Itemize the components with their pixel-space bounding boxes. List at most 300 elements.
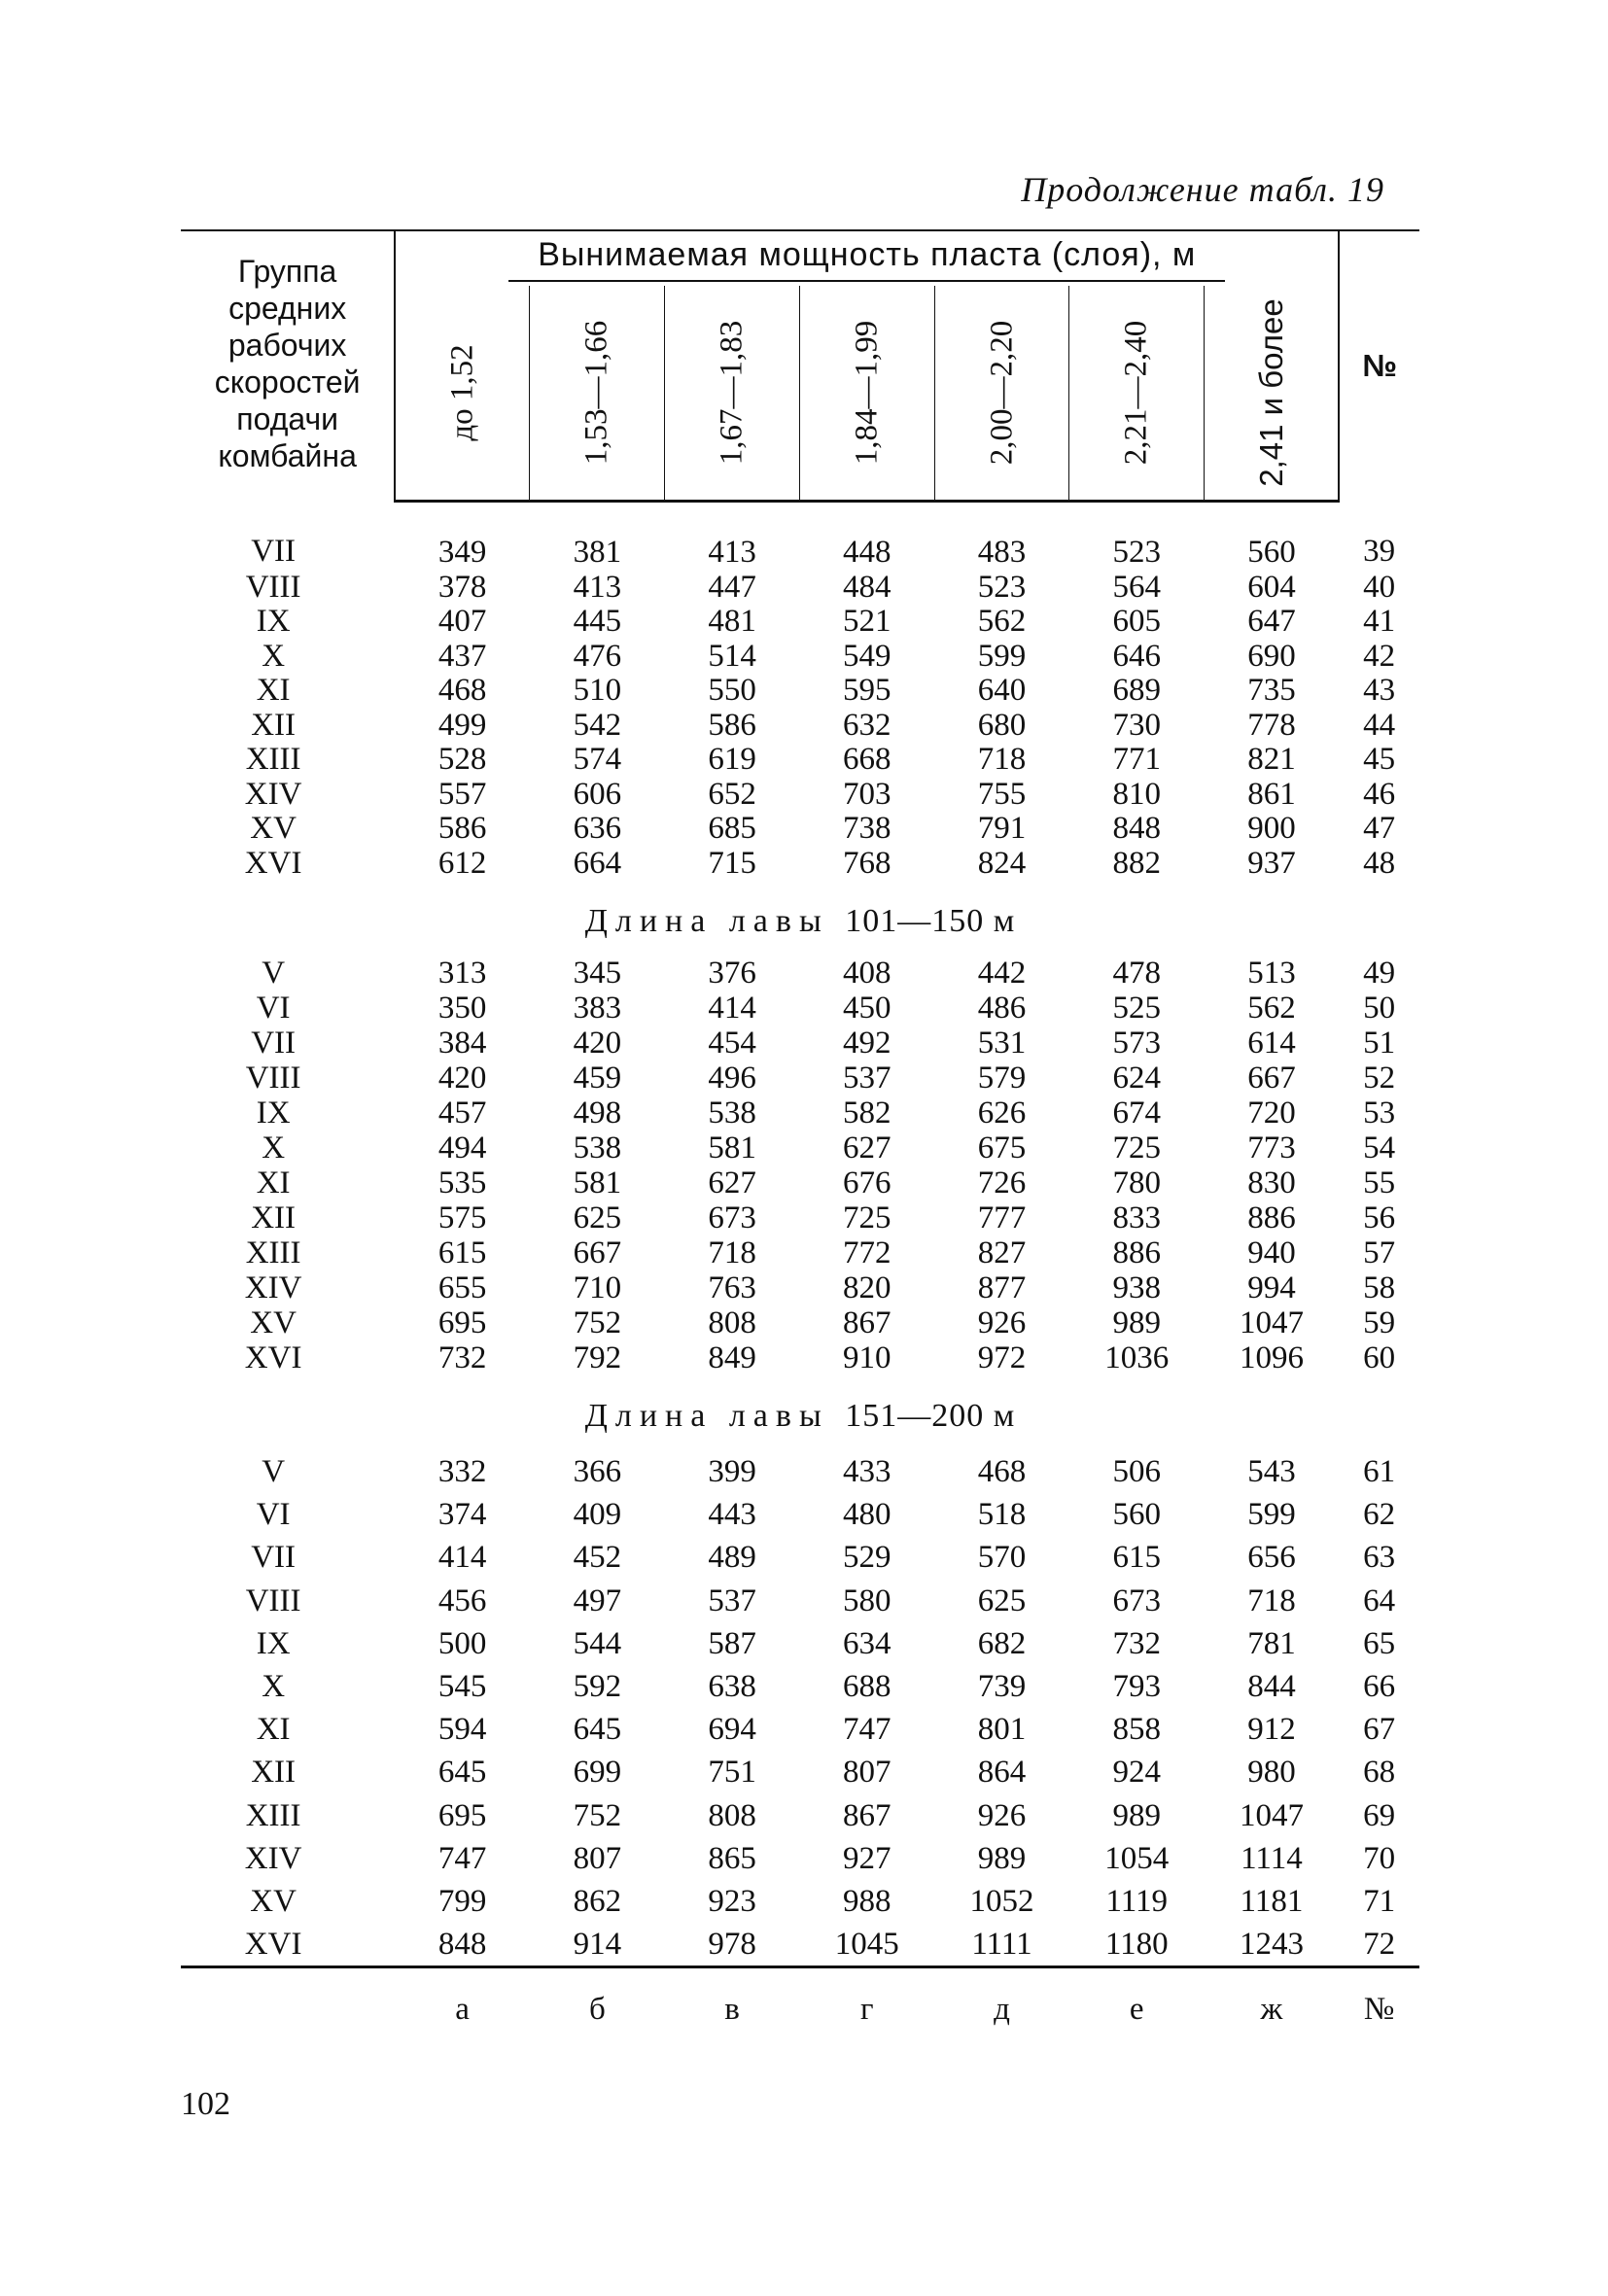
value-cell: 793	[1112, 1669, 1161, 1705]
value-cell: 627	[843, 1131, 891, 1165]
group-cell: VII	[251, 534, 297, 570]
value-cell: 619	[708, 742, 756, 777]
table-row	[181, 778, 1419, 813]
group-cell: XI	[256, 1165, 291, 1200]
row-number-cell: 62	[1363, 1497, 1396, 1533]
group-cell: XII	[251, 707, 297, 743]
value-cell: 573	[1112, 1026, 1161, 1061]
value-cell: 599	[977, 638, 1027, 674]
row-number-cell: 49	[1363, 956, 1396, 991]
value-cell: 542	[573, 707, 622, 743]
value-cell: 349	[437, 535, 487, 570]
row-number-cell: 40	[1363, 569, 1396, 605]
group-cell: XII	[251, 1200, 297, 1235]
table-section-2	[181, 956, 1419, 1375]
value-cell: 647	[1247, 604, 1296, 639]
value-cell: 882	[1112, 845, 1161, 881]
value-cell: 564	[1112, 569, 1161, 605]
value-cell: 848	[437, 1927, 487, 1963]
value-cell: 562	[1247, 991, 1296, 1026]
value-cell: 699	[573, 1755, 622, 1791]
value-cell: 420	[573, 1026, 622, 1061]
value-cell: 938	[1112, 1270, 1161, 1305]
group-cell: VI	[256, 991, 291, 1026]
footer-letter: ж	[1205, 1967, 1340, 2044]
value-cell: 595	[843, 673, 891, 708]
table-header	[181, 230, 1419, 502]
value-cell: 468	[437, 673, 487, 708]
row-number-cell: 66	[1363, 1669, 1396, 1705]
value-cell: 668	[843, 742, 891, 777]
value-cell: 751	[708, 1755, 756, 1791]
value-cell: 543	[1247, 1454, 1296, 1489]
value-cell: 989	[977, 1840, 1027, 1876]
value-cell: 350	[437, 991, 487, 1026]
value-cell: 459	[573, 1061, 622, 1096]
value-cell: 1119	[1105, 1884, 1168, 1920]
value-cell: 886	[1112, 1235, 1161, 1270]
table-row	[181, 1235, 1419, 1270]
value-cell: 399	[708, 1454, 756, 1489]
group-cell: V	[262, 956, 286, 991]
value-cell: 844	[1247, 1669, 1296, 1705]
row-number-cell: 56	[1363, 1200, 1396, 1235]
table-row	[181, 1536, 1419, 1579]
value-cell: 752	[573, 1305, 622, 1340]
row-number-cell: 42	[1363, 638, 1396, 674]
value-cell: 886	[1247, 1200, 1296, 1235]
table-row	[181, 1580, 1419, 1622]
value-cell: 833	[1112, 1200, 1161, 1235]
value-cell: 494	[437, 1131, 487, 1165]
value-cell: 374	[437, 1497, 487, 1533]
value-cell: 738	[843, 811, 891, 846]
table-row	[181, 1305, 1419, 1340]
group-cell: XI	[256, 1712, 291, 1748]
value-cell: 655	[437, 1270, 487, 1305]
value-cell: 763	[708, 1270, 756, 1305]
value-cell: 667	[573, 1235, 622, 1270]
value-cell: 437	[437, 638, 487, 674]
value-cell: 924	[1112, 1755, 1161, 1791]
value-cell: 777	[977, 1200, 1027, 1235]
value-cell: 627	[708, 1165, 756, 1200]
group-cell: XIV	[244, 1840, 302, 1876]
value-cell: 484	[843, 569, 891, 605]
value-cell: 625	[977, 1583, 1027, 1618]
value-cell: 506	[1112, 1454, 1161, 1489]
value-cell: 562	[977, 604, 1027, 639]
footer-letter: №	[1339, 1967, 1419, 2044]
value-cell: 867	[843, 1305, 891, 1340]
value-cell: 778	[1247, 707, 1296, 743]
value-cell: 732	[437, 1340, 487, 1375]
value-cell: 695	[437, 1305, 487, 1340]
value-cell: 521	[843, 604, 891, 639]
value-cell: 582	[843, 1096, 891, 1131]
value-cell: 557	[437, 776, 487, 812]
table-row	[181, 1270, 1419, 1305]
footer-letter: в	[665, 1967, 800, 2044]
value-cell: 747	[437, 1840, 487, 1876]
value-cell: 442	[977, 956, 1027, 991]
table-row	[181, 1622, 1419, 1665]
value-cell: 514	[708, 638, 756, 674]
value-cell: 926	[977, 1797, 1027, 1833]
section-title-2: Длина лавы 101—150 м	[584, 903, 1016, 939]
value-cell: 498	[573, 1096, 622, 1131]
value-cell: 747	[843, 1712, 891, 1748]
value-cell: 1111	[971, 1927, 1032, 1963]
footer-letter: е	[1069, 1967, 1205, 2044]
value-cell: 492	[843, 1026, 891, 1061]
thickness-column-header: 1,67—1,83	[665, 286, 800, 502]
value-cell: 1045	[834, 1927, 899, 1963]
value-cell: 680	[977, 707, 1027, 743]
table-row	[181, 1026, 1419, 1061]
value-cell: 673	[1112, 1583, 1161, 1618]
value-cell: 1036	[1104, 1340, 1170, 1375]
value-cell: 940	[1247, 1235, 1296, 1270]
value-cell: 525	[1112, 991, 1161, 1026]
column-letters-footer	[181, 1967, 1419, 2044]
group-cell: VIII	[245, 1583, 301, 1618]
value-cell: 799	[437, 1884, 487, 1920]
value-cell: 535	[437, 1165, 487, 1200]
value-cell: 625	[573, 1200, 622, 1235]
value-cell: 409	[573, 1497, 622, 1533]
value-cell: 690	[1247, 638, 1296, 674]
value-cell: 550	[708, 673, 756, 708]
thickness-span-header: Вынимаемая мощность пласта (слоя), м	[395, 230, 1339, 286]
value-cell: 752	[573, 1797, 622, 1833]
value-cell: 413	[708, 535, 756, 570]
row-number-cell: 54	[1363, 1131, 1396, 1165]
thickness-column-header: 1,53—1,66	[530, 286, 665, 502]
group-cell: XVI	[244, 1927, 302, 1963]
value-cell: 413	[573, 569, 622, 605]
row-number-cell: 48	[1363, 845, 1396, 881]
table-row	[181, 1131, 1419, 1165]
table-row	[181, 571, 1419, 606]
value-cell: 821	[1247, 742, 1296, 777]
table-section-3	[181, 1450, 1419, 1967]
value-cell: 528	[437, 742, 487, 777]
row-number-cell: 65	[1363, 1625, 1396, 1661]
table-row	[181, 1751, 1419, 1793]
value-cell: 313	[437, 956, 487, 991]
value-cell: 720	[1247, 1096, 1296, 1131]
table-row	[181, 1096, 1419, 1131]
value-cell: 581	[708, 1131, 756, 1165]
value-cell: 827	[977, 1235, 1027, 1270]
row-number-cell: 57	[1363, 1235, 1396, 1270]
row-number-cell: 41	[1363, 604, 1396, 639]
value-cell: 468	[977, 1454, 1027, 1489]
value-cell: 483	[977, 535, 1027, 570]
thickness-column-header: до 1,52	[395, 286, 530, 502]
group-cell: XV	[250, 1884, 297, 1920]
value-cell: 480	[843, 1497, 891, 1533]
value-cell: 861	[1247, 776, 1296, 812]
value-cell: 560	[1247, 535, 1296, 570]
value-cell: 384	[437, 1026, 487, 1061]
value-cell: 807	[573, 1840, 622, 1876]
row-number-cell: 44	[1363, 707, 1396, 743]
value-cell: 645	[573, 1712, 622, 1748]
thickness-column-header: 2,00—2,20	[934, 286, 1069, 502]
value-cell: 914	[573, 1927, 622, 1963]
value-cell: 604	[1247, 569, 1296, 605]
value-cell: 926	[977, 1305, 1027, 1340]
value-cell: 989	[1112, 1305, 1161, 1340]
value-cell: 755	[977, 776, 1027, 812]
value-cell: 570	[977, 1540, 1027, 1576]
value-cell: 910	[843, 1340, 891, 1375]
table-row	[181, 709, 1419, 744]
value-cell: 864	[977, 1755, 1027, 1791]
value-cell: 481	[708, 604, 756, 639]
value-cell: 496	[708, 1061, 756, 1096]
value-cell: 414	[708, 991, 756, 1026]
value-cell: 772	[843, 1235, 891, 1270]
value-cell: 674	[1112, 1096, 1161, 1131]
value-cell: 848	[1112, 811, 1161, 846]
value-cell: 615	[1112, 1540, 1161, 1576]
value-cell: 366	[573, 1454, 622, 1489]
value-cell: 824	[977, 845, 1027, 881]
value-cell: 927	[843, 1840, 891, 1876]
value-cell: 499	[437, 707, 487, 743]
value-cell: 614	[1247, 1026, 1296, 1061]
value-cell: 538	[573, 1131, 622, 1165]
group-cell: IX	[256, 1625, 291, 1661]
value-cell: 732	[1112, 1625, 1161, 1661]
table-row	[181, 1665, 1419, 1708]
value-cell: 443	[708, 1497, 756, 1533]
table-row	[181, 640, 1419, 675]
value-cell: 636	[573, 811, 622, 846]
value-cell: 725	[843, 1200, 891, 1235]
value-cell: 549	[843, 638, 891, 674]
value-cell: 523	[977, 569, 1027, 605]
table-row	[181, 1165, 1419, 1200]
footer-letter: а	[395, 1967, 530, 2044]
value-cell: 592	[573, 1669, 622, 1705]
value-cell: 730	[1112, 707, 1161, 743]
value-cell: 523	[1112, 535, 1161, 570]
thickness-column-header: 1,84—1,99	[799, 286, 934, 502]
table-row	[181, 1880, 1419, 1923]
value-cell: 537	[843, 1061, 891, 1096]
table-section-1	[181, 502, 1419, 882]
row-number-cell: 69	[1363, 1797, 1396, 1833]
value-cell: 718	[977, 742, 1027, 777]
value-cell: 632	[843, 707, 891, 743]
group-cell: XIV	[244, 776, 302, 812]
value-cell: 664	[573, 845, 622, 881]
value-cell: 739	[977, 1669, 1027, 1705]
value-cell: 1052	[969, 1884, 1034, 1920]
value-cell: 808	[708, 1305, 756, 1340]
value-cell: 768	[843, 845, 891, 881]
value-cell: 900	[1247, 811, 1296, 846]
group-cell: IX	[256, 604, 291, 639]
value-cell: 978	[708, 1927, 756, 1963]
value-cell: 676	[843, 1165, 891, 1200]
row-number-cell: 72	[1363, 1927, 1396, 1963]
value-cell: 408	[843, 956, 891, 991]
table-row	[181, 1340, 1419, 1375]
value-cell: 624	[1112, 1061, 1161, 1096]
value-cell: 454	[708, 1026, 756, 1061]
value-cell: 718	[1247, 1583, 1296, 1618]
value-cell: 537	[708, 1583, 756, 1618]
group-cell: VI	[256, 1497, 291, 1533]
group-cell: XIII	[245, 1235, 301, 1270]
table-row	[181, 956, 1419, 991]
value-cell: 715	[708, 845, 756, 881]
row-number-cell: 63	[1363, 1540, 1396, 1576]
table-row	[181, 1708, 1419, 1751]
value-cell: 989	[1112, 1797, 1161, 1833]
value-cell: 652	[708, 776, 756, 812]
row-number-cell: 68	[1363, 1755, 1396, 1791]
table-row	[181, 1200, 1419, 1235]
row-number-cell: 61	[1363, 1454, 1396, 1489]
value-cell: 452	[573, 1540, 622, 1576]
row-number-cell: 51	[1363, 1026, 1396, 1061]
value-cell: 638	[708, 1669, 756, 1705]
table-row	[181, 991, 1419, 1026]
value-cell: 1181	[1240, 1884, 1304, 1920]
value-cell: 478	[1112, 956, 1161, 991]
value-cell: 865	[708, 1840, 756, 1876]
value-cell: 1096	[1239, 1340, 1304, 1375]
row-number-cell: 55	[1363, 1165, 1396, 1200]
group-cell: VII	[251, 1540, 297, 1576]
value-cell: 980	[1247, 1755, 1296, 1791]
table-row	[181, 1493, 1419, 1536]
value-cell: 1047	[1239, 1305, 1304, 1340]
value-cell: 414	[437, 1540, 487, 1576]
group-cell: X	[262, 1131, 286, 1165]
value-cell: 1054	[1104, 1840, 1170, 1876]
thickness-column-header: 2,41 и более	[1205, 286, 1340, 502]
value-cell: 675	[977, 1131, 1027, 1165]
value-cell: 581	[573, 1165, 622, 1200]
value-cell: 849	[708, 1340, 756, 1375]
value-cell: 587	[708, 1625, 756, 1661]
group-cell: XIII	[245, 1797, 301, 1833]
row-number-cell: 52	[1363, 1061, 1396, 1096]
table-row	[181, 1837, 1419, 1880]
value-cell: 447	[708, 569, 756, 605]
row-number-cell: 45	[1363, 742, 1396, 777]
value-cell: 688	[843, 1669, 891, 1705]
value-cell: 332	[437, 1454, 487, 1489]
group-column-header: Группа средних рабочих скоростей подачи комбайна	[181, 230, 395, 502]
value-cell: 877	[977, 1270, 1027, 1305]
value-cell: 407	[437, 604, 487, 639]
row-number-cell: 70	[1363, 1840, 1396, 1876]
table-row	[181, 674, 1419, 709]
value-cell: 345	[573, 956, 622, 991]
value-cell: 773	[1247, 1131, 1296, 1165]
value-cell: 574	[573, 742, 622, 777]
group-cell: XVI	[244, 1340, 302, 1375]
value-cell: 538	[708, 1096, 756, 1131]
value-cell: 605	[1112, 604, 1161, 639]
footer-letter: г	[799, 1967, 934, 2044]
row-number-cell: 64	[1363, 1583, 1396, 1618]
value-cell: 381	[573, 535, 622, 570]
value-cell: 612	[437, 845, 487, 881]
value-cell: 725	[1112, 1131, 1161, 1165]
row-number-cell: 50	[1363, 991, 1396, 1026]
value-cell: 456	[437, 1583, 487, 1618]
table-row	[181, 1794, 1419, 1837]
group-cell: XI	[256, 673, 291, 708]
value-cell: 634	[843, 1625, 891, 1661]
value-cell: 420	[437, 1061, 487, 1096]
row-number-cell: 60	[1363, 1340, 1396, 1375]
value-cell: 735	[1247, 673, 1296, 708]
table-row	[181, 605, 1419, 640]
row-number-cell: 53	[1363, 1096, 1396, 1131]
value-cell: 448	[843, 535, 891, 570]
value-cell: 667	[1247, 1061, 1296, 1096]
value-cell: 820	[843, 1270, 891, 1305]
value-cell: 586	[708, 707, 756, 743]
thickness-column-header: 2,21—2,40	[1069, 286, 1205, 502]
value-cell: 781	[1247, 1625, 1296, 1661]
value-cell: 695	[437, 1797, 487, 1833]
value-cell: 497	[573, 1583, 622, 1618]
section-title-3: Длина лавы 151—200 м	[584, 1398, 1016, 1434]
value-cell: 1243	[1239, 1927, 1304, 1963]
table-row	[181, 502, 1419, 571]
value-cell: 858	[1112, 1712, 1161, 1748]
value-cell: 513	[1247, 956, 1296, 991]
value-cell: 500	[437, 1625, 487, 1661]
value-cell: 560	[1112, 1497, 1161, 1533]
value-cell: 594	[437, 1712, 487, 1748]
value-cell: 1180	[1104, 1927, 1169, 1963]
value-cell: 646	[1112, 638, 1161, 674]
value-cell: 640	[977, 673, 1027, 708]
footer-letter: б	[530, 1967, 665, 2044]
value-cell: 457	[437, 1096, 487, 1131]
value-cell: 808	[708, 1797, 756, 1833]
value-cell: 807	[843, 1755, 891, 1791]
group-cell: X	[262, 1669, 286, 1705]
value-cell: 801	[977, 1712, 1027, 1748]
value-cell: 579	[977, 1061, 1027, 1096]
value-cell: 1114	[1241, 1840, 1303, 1876]
footer-blank	[181, 1967, 395, 2044]
value-cell: 489	[708, 1540, 756, 1576]
footer-letter: д	[934, 1967, 1069, 2044]
group-cell: XIV	[244, 1270, 302, 1305]
value-cell: 673	[708, 1200, 756, 1235]
value-cell: 476	[573, 638, 622, 674]
value-cell: 376	[708, 956, 756, 991]
value-cell: 685	[708, 811, 756, 846]
row-number-cell: 67	[1363, 1712, 1396, 1748]
value-cell: 545	[437, 1669, 487, 1705]
value-cell: 580	[843, 1583, 891, 1618]
